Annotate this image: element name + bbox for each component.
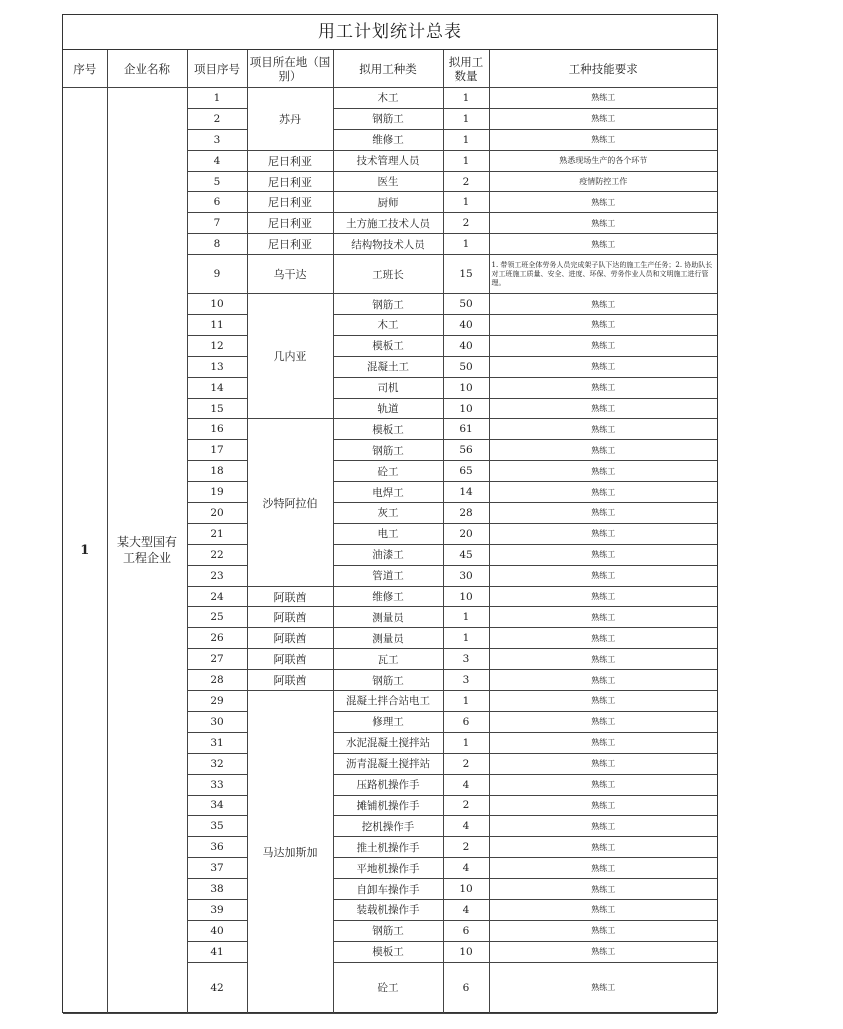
trade-quantity: 1 (443, 234, 489, 255)
project-number: 2 (187, 108, 247, 129)
project-country: 几内亚 (247, 294, 333, 419)
skill-requirement: 熟练工 (489, 649, 717, 670)
trade-type: 钢筋工 (333, 440, 443, 461)
trade-quantity: 40 (443, 315, 489, 336)
project-number: 8 (187, 234, 247, 255)
project-country: 阿联酋 (247, 649, 333, 670)
trade-type: 电焊工 (333, 482, 443, 503)
project-country: 马达加斯加 (247, 691, 333, 1014)
project-number: 17 (187, 440, 247, 461)
trade-type: 模板工 (333, 941, 443, 962)
trade-quantity: 1 (443, 607, 489, 628)
project-number: 37 (187, 858, 247, 879)
skill-requirement: 熟练工 (489, 108, 717, 129)
skill-requirement: 熟练工 (489, 377, 717, 398)
trade-type: 修理工 (333, 711, 443, 732)
skill-requirement: 熟练工 (489, 941, 717, 962)
trade-type: 木工 (333, 88, 443, 109)
skill-requirement: 熟练工 (489, 753, 717, 774)
trade-type: 厨师 (333, 192, 443, 213)
project-number: 9 (187, 255, 247, 294)
skill-requirement: 熟练工 (489, 356, 717, 377)
skill-requirement: 熟练工 (489, 816, 717, 837)
trade-quantity: 6 (443, 711, 489, 732)
trade-quantity: 2 (443, 837, 489, 858)
trade-quantity: 15 (443, 255, 489, 294)
project-number: 11 (187, 315, 247, 336)
trade-quantity: 2 (443, 213, 489, 234)
skill-requirement: 熟练工 (489, 899, 717, 920)
project-country: 尼日利亚 (247, 150, 333, 171)
skill-requirement: 熟练工 (489, 503, 717, 524)
trade-quantity: 10 (443, 586, 489, 607)
project-number: 39 (187, 899, 247, 920)
project-country: 乌干达 (247, 255, 333, 294)
skill-requirement: 熟练工 (489, 461, 717, 482)
trade-quantity: 56 (443, 440, 489, 461)
project-number: 36 (187, 837, 247, 858)
skill-requirement: 熟悉现场生产的各个环节 (489, 150, 717, 171)
project-country: 尼日利亚 (247, 192, 333, 213)
trade-quantity: 2 (443, 753, 489, 774)
skill-requirement: 疫情防控工作 (489, 171, 717, 192)
trade-type: 砼工 (333, 461, 443, 482)
trade-type: 混凝土工 (333, 356, 443, 377)
skill-requirement: 熟练工 (489, 544, 717, 565)
skill-requirement: 熟练工 (489, 962, 717, 1013)
project-number: 42 (187, 962, 247, 1013)
skill-requirement: 熟练工 (489, 523, 717, 544)
project-number: 4 (187, 150, 247, 171)
project-number: 26 (187, 628, 247, 649)
skill-requirement: 熟练工 (489, 440, 717, 461)
trade-quantity: 1 (443, 628, 489, 649)
trade-type: 推土机操作手 (333, 837, 443, 858)
trade-quantity: 4 (443, 816, 489, 837)
project-number: 33 (187, 774, 247, 795)
trade-type: 装载机操作手 (333, 899, 443, 920)
skill-requirement: 熟练工 (489, 398, 717, 419)
project-number: 18 (187, 461, 247, 482)
skill-requirement: 熟练工 (489, 920, 717, 941)
header-country: 项目所在地（国别） (247, 50, 333, 88)
project-country: 沙特阿拉伯 (247, 419, 333, 586)
project-number: 15 (187, 398, 247, 419)
skill-requirement: 熟练工 (489, 795, 717, 816)
project-number: 1 (187, 88, 247, 109)
trade-quantity: 10 (443, 398, 489, 419)
trade-type: 油漆工 (333, 544, 443, 565)
trade-type: 平地机操作手 (333, 858, 443, 879)
skill-requirement: 1. 带领工班全体劳务人员完成架子队下达的施工生产任务；2. 协助队长对工班施工质量、安全、进度、环保、劳务作业人员和文明施工进行管理。 (489, 255, 717, 294)
project-country: 阿联酋 (247, 586, 333, 607)
trade-quantity: 4 (443, 899, 489, 920)
project-number: 10 (187, 294, 247, 315)
skill-requirement: 熟练工 (489, 335, 717, 356)
trade-quantity: 4 (443, 858, 489, 879)
skill-requirement: 熟练工 (489, 586, 717, 607)
table-row (63, 88, 717, 109)
trade-type: 管道工 (333, 565, 443, 586)
project-number: 21 (187, 523, 247, 544)
skill-requirement: 熟练工 (489, 565, 717, 586)
trade-type: 瓦工 (333, 649, 443, 670)
project-number: 24 (187, 586, 247, 607)
skill-requirement: 熟练工 (489, 234, 717, 255)
table-header-row (63, 50, 717, 88)
header-requirement: 工种技能要求 (489, 50, 717, 88)
project-number: 40 (187, 920, 247, 941)
project-number: 14 (187, 377, 247, 398)
skill-requirement: 熟练工 (489, 879, 717, 900)
trade-type: 模板工 (333, 419, 443, 440)
trade-quantity: 1 (443, 129, 489, 150)
trade-type: 电工 (333, 523, 443, 544)
trade-quantity: 6 (443, 962, 489, 1013)
project-country: 尼日利亚 (247, 213, 333, 234)
project-number: 13 (187, 356, 247, 377)
trade-type: 土方施工技术人员 (333, 213, 443, 234)
trade-quantity: 3 (443, 649, 489, 670)
project-number: 32 (187, 753, 247, 774)
trade-type: 轨道 (333, 398, 443, 419)
trade-type: 钢筋工 (333, 920, 443, 941)
project-number: 6 (187, 192, 247, 213)
trade-type: 钢筋工 (333, 670, 443, 691)
trade-quantity: 2 (443, 795, 489, 816)
trade-type: 司机 (333, 377, 443, 398)
trade-type: 压路机操作手 (333, 774, 443, 795)
skill-requirement: 熟练工 (489, 628, 717, 649)
header-quantity: 拟用工数量 (443, 50, 489, 88)
project-country: 阿联酋 (247, 670, 333, 691)
skill-requirement: 熟练工 (489, 858, 717, 879)
skill-requirement: 熟练工 (489, 129, 717, 150)
project-number: 16 (187, 419, 247, 440)
skill-requirement: 熟练工 (489, 315, 717, 336)
skill-requirement: 熟练工 (489, 88, 717, 109)
project-number: 23 (187, 565, 247, 586)
project-country: 尼日利亚 (247, 234, 333, 255)
project-number: 35 (187, 816, 247, 837)
trade-quantity: 1 (443, 192, 489, 213)
trade-quantity: 50 (443, 294, 489, 315)
company-name: 某大型国有工程企业 (107, 88, 187, 1014)
skill-requirement: 熟练工 (489, 732, 717, 753)
project-number: 30 (187, 711, 247, 732)
trade-quantity: 45 (443, 544, 489, 565)
header-project-no: 项目序号 (187, 50, 247, 88)
project-number: 25 (187, 607, 247, 628)
project-number: 7 (187, 213, 247, 234)
trade-type: 钢筋工 (333, 294, 443, 315)
project-number: 29 (187, 691, 247, 712)
project-number: 27 (187, 649, 247, 670)
trade-type: 维修工 (333, 129, 443, 150)
project-number: 3 (187, 129, 247, 150)
skill-requirement: 熟练工 (489, 294, 717, 315)
trade-quantity: 30 (443, 565, 489, 586)
header-trade: 拟用工种类 (333, 50, 443, 88)
trade-quantity: 1 (443, 691, 489, 712)
trade-type: 维修工 (333, 586, 443, 607)
trade-quantity: 65 (443, 461, 489, 482)
document-sheet (62, 14, 718, 1013)
trade-quantity: 1 (443, 88, 489, 109)
skill-requirement: 熟练工 (489, 213, 717, 234)
trade-quantity: 40 (443, 335, 489, 356)
header-seq: 序号 (63, 50, 107, 88)
skill-requirement: 熟练工 (489, 482, 717, 503)
project-number: 34 (187, 795, 247, 816)
trade-quantity: 14 (443, 482, 489, 503)
trade-quantity: 10 (443, 879, 489, 900)
project-number: 19 (187, 482, 247, 503)
skill-requirement: 熟练工 (489, 774, 717, 795)
project-number: 5 (187, 171, 247, 192)
project-number: 41 (187, 941, 247, 962)
page-title: 用工计划统计总表 (63, 15, 717, 50)
skill-requirement: 熟练工 (489, 607, 717, 628)
trade-quantity: 28 (443, 503, 489, 524)
trade-type: 沥青混凝土搅拌站 (333, 753, 443, 774)
trade-type: 测量员 (333, 607, 443, 628)
trade-type: 工班长 (333, 255, 443, 294)
trade-quantity: 61 (443, 419, 489, 440)
trade-quantity: 2 (443, 171, 489, 192)
trade-quantity: 20 (443, 523, 489, 544)
trade-quantity: 3 (443, 670, 489, 691)
trade-type: 木工 (333, 315, 443, 336)
skill-requirement: 熟练工 (489, 691, 717, 712)
trade-type: 自卸车操作手 (333, 879, 443, 900)
trade-type: 技术管理人员 (333, 150, 443, 171)
project-number: 12 (187, 335, 247, 356)
project-number: 28 (187, 670, 247, 691)
trade-quantity: 50 (443, 356, 489, 377)
trade-type: 灰工 (333, 503, 443, 524)
trade-type: 混凝土拌合站电工 (333, 691, 443, 712)
skill-requirement: 熟练工 (489, 711, 717, 732)
project-number: 31 (187, 732, 247, 753)
trade-type: 测量员 (333, 628, 443, 649)
project-number: 20 (187, 503, 247, 524)
trade-quantity: 1 (443, 732, 489, 753)
project-country: 尼日利亚 (247, 171, 333, 192)
trade-quantity: 1 (443, 150, 489, 171)
skill-requirement: 熟练工 (489, 419, 717, 440)
labor-plan-table (63, 50, 717, 1014)
trade-type: 砼工 (333, 962, 443, 1013)
project-number: 22 (187, 544, 247, 565)
project-country: 阿联酋 (247, 607, 333, 628)
trade-type: 医生 (333, 171, 443, 192)
skill-requirement: 熟练工 (489, 192, 717, 213)
project-number: 38 (187, 879, 247, 900)
trade-type: 摊铺机操作手 (333, 795, 443, 816)
trade-quantity: 4 (443, 774, 489, 795)
project-country: 阿联酋 (247, 628, 333, 649)
header-company: 企业名称 (107, 50, 187, 88)
trade-quantity: 10 (443, 941, 489, 962)
sequence-number: 1 (63, 88, 107, 1014)
trade-quantity: 6 (443, 920, 489, 941)
project-country: 苏丹 (247, 88, 333, 151)
trade-type: 结构物技术人员 (333, 234, 443, 255)
trade-type: 钢筋工 (333, 108, 443, 129)
trade-quantity: 10 (443, 377, 489, 398)
trade-type: 模板工 (333, 335, 443, 356)
skill-requirement: 熟练工 (489, 837, 717, 858)
trade-quantity: 1 (443, 108, 489, 129)
trade-type: 挖机操作手 (333, 816, 443, 837)
trade-type: 水泥混凝土搅拌站 (333, 732, 443, 753)
skill-requirement: 熟练工 (489, 670, 717, 691)
